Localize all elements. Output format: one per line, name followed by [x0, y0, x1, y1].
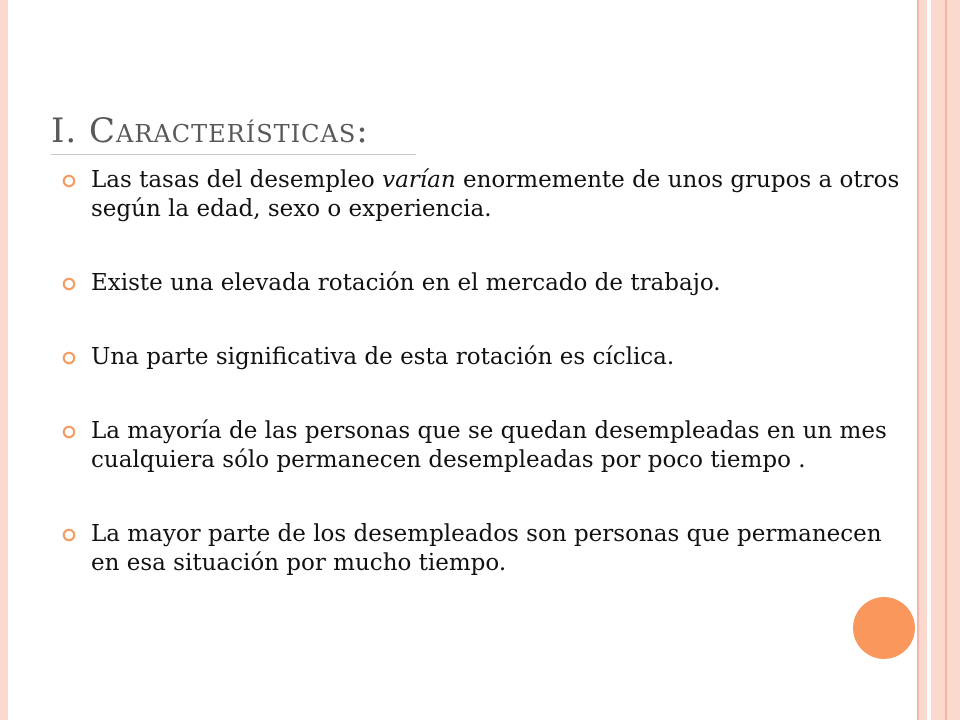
- circle-outline-bullet-icon: [62, 277, 76, 291]
- bullet-item: [58, 343, 903, 372]
- left-frame-stripe: [0, 0, 8, 720]
- bullet-text: La mayoría de las personas que se quedan desempleadas en un mes cualquiera sólo permanecen desempleadas por poco tiempo .: [91, 418, 887, 473]
- title-underline: [51, 154, 416, 155]
- bullet-text: Existe una elevada rotación en el mercado de trabajo.: [91, 270, 721, 296]
- circle-outline-bullet-icon: [62, 174, 76, 188]
- bullet-item: [58, 520, 903, 578]
- bullet-text: Las tasas del desempleo varían enormemente de unos grupos a otros según la edad, sexo o experiencia.: [91, 167, 900, 222]
- bullet-item: [58, 166, 903, 224]
- slide-title: I. Características:: [51, 111, 369, 151]
- right-frame-line: [917, 0, 919, 720]
- circle-outline-bullet-icon: [62, 351, 76, 365]
- circle-outline-bullet-icon: [62, 425, 76, 439]
- emphasis-text: varían: [382, 167, 456, 193]
- orange-circle-decoration: [853, 597, 915, 659]
- bullet-item: [58, 269, 903, 298]
- bullet-text: Una parte significativa de esta rotación es cíclica.: [91, 344, 675, 370]
- bullet-list: [58, 166, 903, 578]
- bullet-item: [58, 417, 903, 475]
- circle-outline-bullet-icon: [62, 528, 76, 542]
- bullet-text: La mayor parte de los desempleados son personas que permanecen en esa situación por mucho tiempo.: [91, 521, 882, 576]
- right-frame-line: [945, 0, 947, 720]
